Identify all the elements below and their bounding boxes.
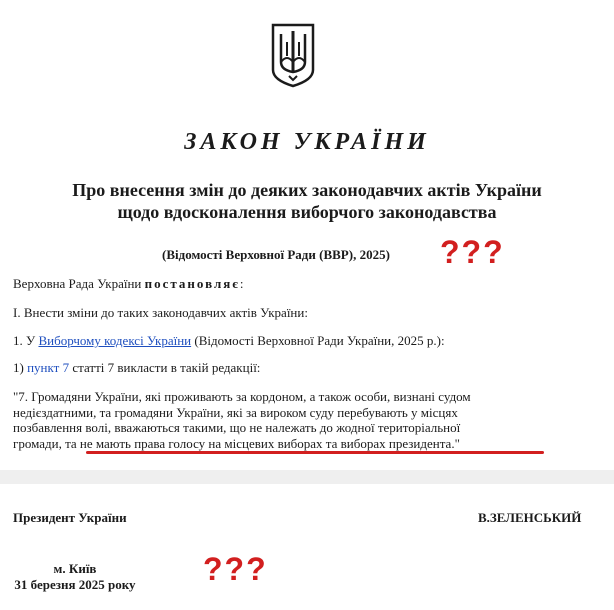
quote-line: громади, та не мають права голосу на місцевих виборах та виборах президента." [13,435,460,451]
item-three-prefix: 1) [13,360,28,375]
place-and-date [0,561,150,593]
law-subtitle-line-2: щодо вдосконалення виборчого законодавства [117,202,497,222]
item-one: I. Внести зміни до таких законодавчих актів України: [13,305,308,320]
signature-role: Президент України [13,510,127,525]
annotation-question-marks: ??? [440,234,505,270]
law-title: ЗАКОН УКРАЇНИ [184,129,430,155]
item-three-suffix: статті 7 викласти в такій редакції: [69,360,261,375]
point-seven-link[interactable]: пункт 7 [27,360,70,375]
item-two-suffix: (Відомості Верховної Ради України, 2025 р.): [191,333,445,348]
page-separator-band [0,470,614,484]
trident-emblem-icon [270,22,316,88]
enactment-clause [13,276,244,291]
item-two [13,333,445,348]
quote-line: позбавлення волі, вважаються такими, що не належать до жодної територіальної [13,420,461,435]
electoral-code-link[interactable]: Виборчому кодексі України [38,333,192,348]
quoted-amendment [13,389,471,451]
item-two-prefix: 1. У [13,333,39,348]
annotation-question-marks-bottom: ??? [203,551,268,587]
law-subtitle-line-1: Про внесення змін до деяких законодавчих актів України [72,180,542,200]
red-underline-annotation [86,451,544,454]
place: м. Київ [53,561,97,576]
enactment-suffix: : [239,276,244,291]
quote-line: недієздатними, та громадяни України, які за вироком суду перебувають у місцях [13,404,458,420]
enactment-prefix: Верховна Рада України [13,276,145,291]
signature-name: В.ЗЕЛЕНСЬКИЙ [478,510,582,525]
law-subtitle [0,179,614,223]
publication-reference: (Відомості Верховної Ради (ВВР), 2025) [162,247,390,262]
date: 31 березня 2025 року [14,577,136,592]
item-three [13,360,260,375]
enactment-word: постановляє [144,276,240,291]
quote-line: "7. Громадяни України, які проживають за кордоном, а також особи, визнані судом [13,389,471,404]
